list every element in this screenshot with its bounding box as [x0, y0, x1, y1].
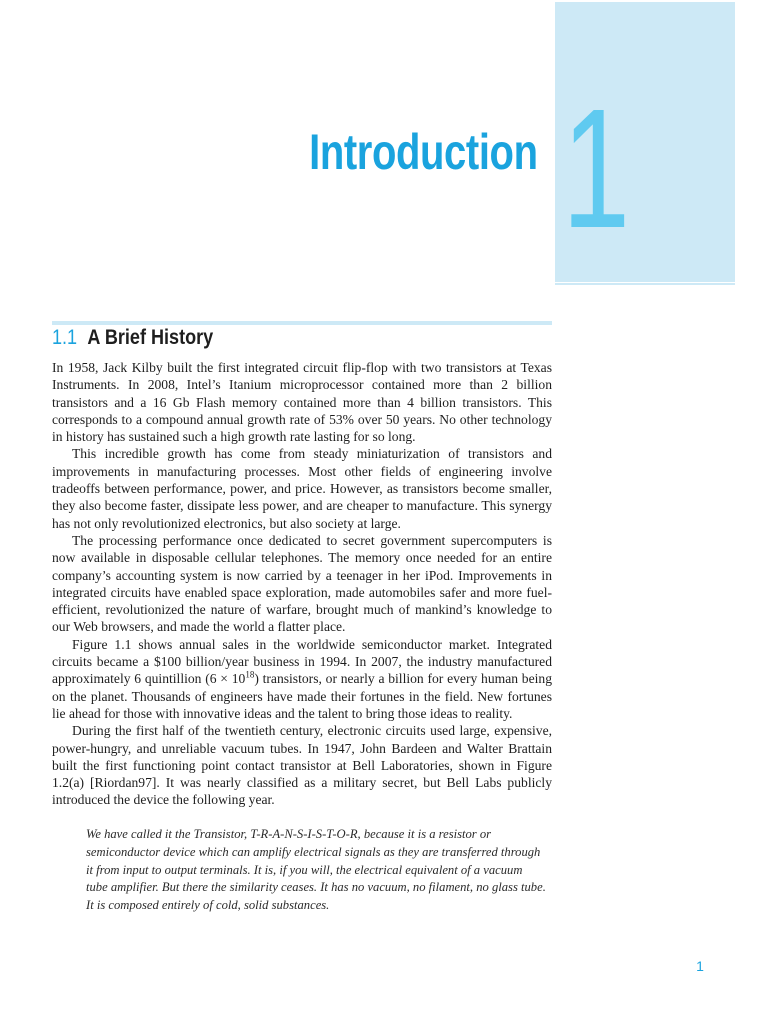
page-number: 1	[696, 958, 704, 974]
paragraph-text: During the first half of the twentieth century, electronic circuits used large, expensive, power-hungry, and unreliable vacuum tubes. In 1947, John Bardeen and Walter Brattain built the first functioning point contact transistor at Bell Laboratories, shown in Figure 1.2(a) [Riordan97]. It was nearly classified as a military secret, but Bell Labs publicly introduced the device the following year.	[52, 723, 552, 808]
paragraph	[52, 445, 552, 531]
paragraph	[52, 532, 552, 636]
paragraph-text: ) transistors, or nearly a billion for every human being on the planet. Thousands of engineers have made their fortunes in the field. New fortunes lie ahead for those with innovative ideas and the talent to bring those ideas to reality.	[52, 671, 552, 721]
block-quote: We have called it the Transistor, T-R-A-N-S-I-S-T-O-R, because it is a resistor or semiconductor device which can amplify electrical signals as they are transferred through it from input to output terminals. It is, if you will, the electrical equivalent of a vacuum tube amplifier. But there the similarity ceases. It has no vacuum, no filament, no glass tube. It is composed entirely of cold, solid substances.	[86, 827, 546, 913]
chapter-number: 1	[562, 74, 631, 264]
paragraph-text: Figure 1.1 shows annual sales in the worldwide semiconductor market. Integrated circuits became a $100 billion/year business in 1994. In 2007, the industry manufactured approximately 6 quintillion (6 × 10	[52, 636, 552, 687]
paragraph-text: The processing performance once dedicated to secret government supercomputers is now available in disposable cellular telephones. The memory once needed for an entire company’s accounting system is now carried by a teenager in her iPod. Improvements in integrated circuits have enabled space exploration, made automobiles safer and more fuel-efficient, revolutionized the nature of warfare, brought much of mankind’s knowledge to our Web browsers, and made the world a flatter place.	[52, 532, 552, 635]
paragraph-text: In 1958, Jack Kilby built the first integrated circuit flip-flop with two transistors at Texas Instruments. In 2008, Intel’s Itanium microprocessor contained more than 2 billion transistors and a 16 Gb Flash memory contained more than 4 billion transistors. This corresponds to a compound annual growth rate of 53% over 50 years. No other technology in history has sustained such a high growth rate lasting for so long.	[52, 360, 552, 445]
paragraph	[52, 722, 552, 808]
section-title: A Brief History	[87, 326, 214, 349]
paragraph	[52, 359, 552, 445]
chapter-box-underline	[555, 283, 735, 285]
superscript: 18	[245, 669, 255, 680]
body-text	[52, 359, 552, 809]
section-heading	[52, 325, 213, 351]
section-number: 1.1	[52, 326, 78, 349]
paragraph	[52, 636, 552, 722]
paragraph-text: This incredible growth has come from steady miniaturization of transistors and improvements in manufacturing processes. Most other fields of engineering involve tradeoffs between performance, power, and price. However, as transistors become smaller, they also become faster, dissipate less power, and are cheaper to manufacture. This synergy has not only revolutionized electronics, but also society at large.	[52, 446, 552, 531]
chapter-title: Introduction	[309, 124, 538, 180]
